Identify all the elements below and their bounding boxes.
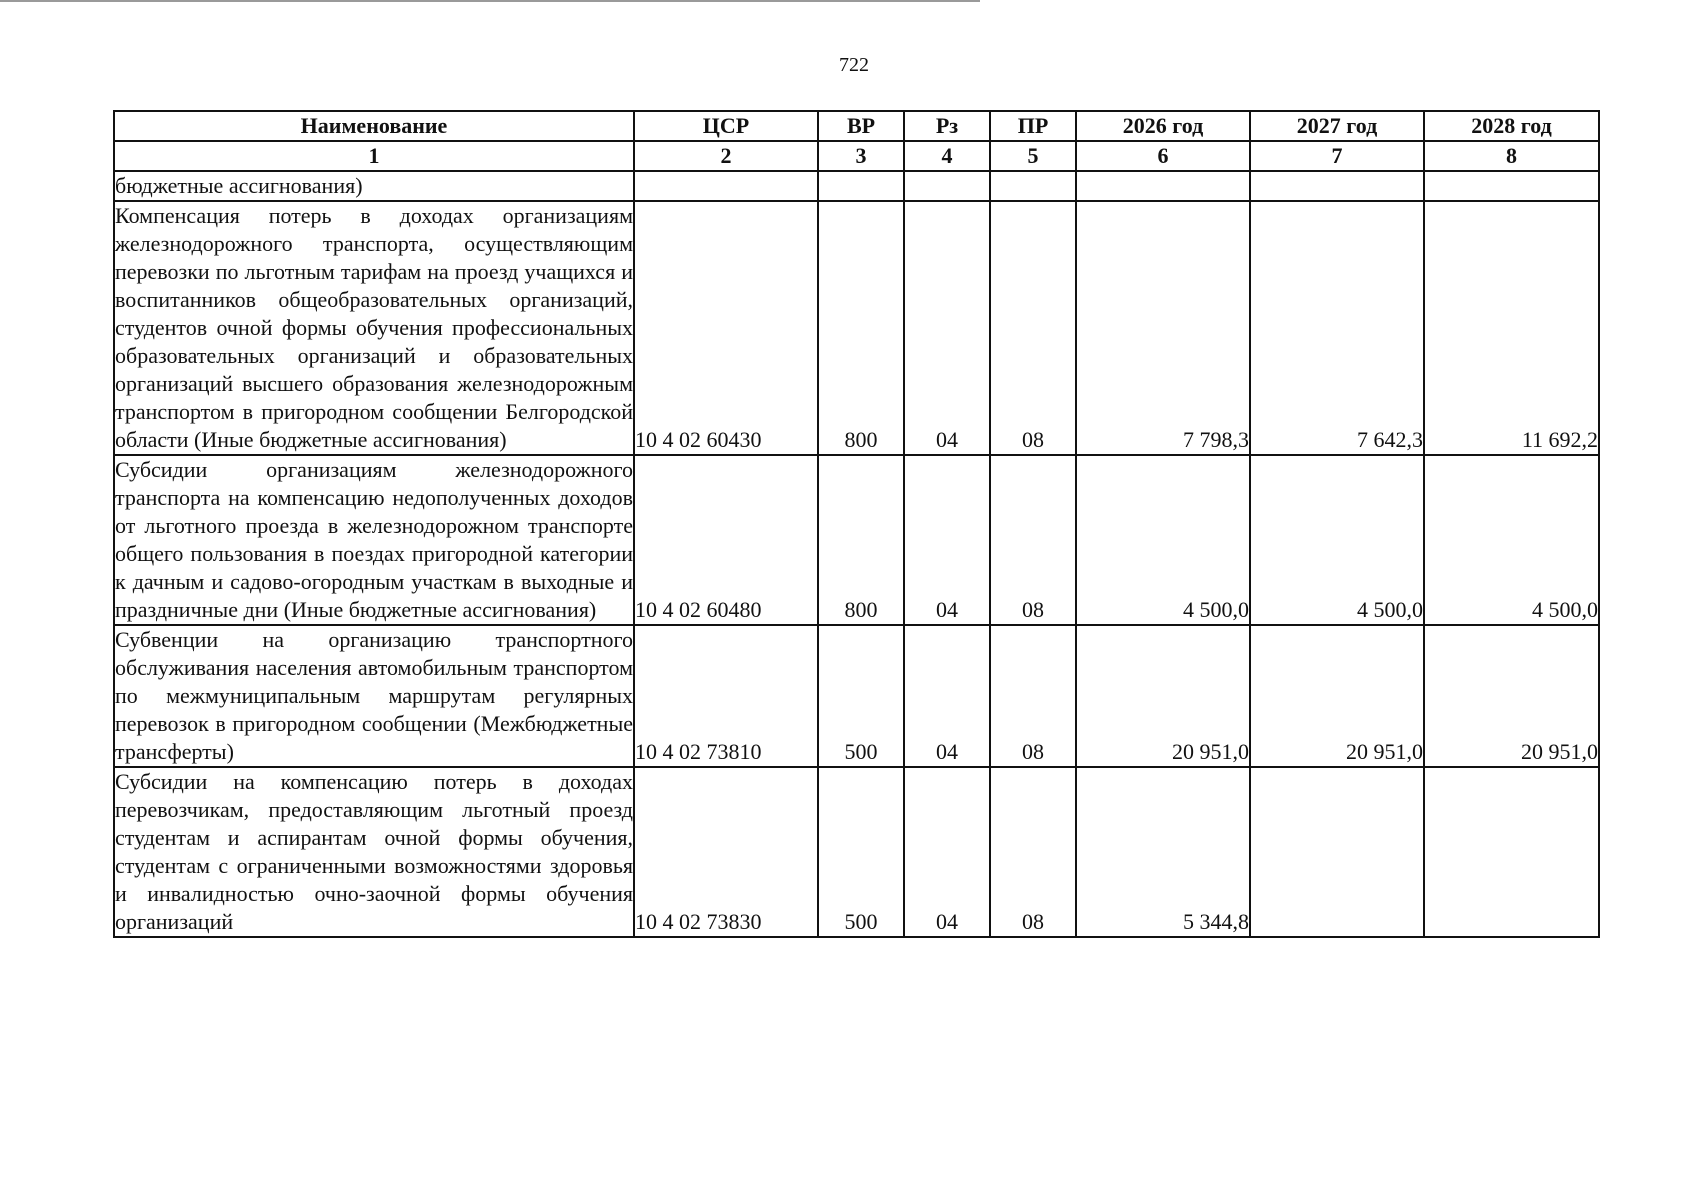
col-number: 6: [1076, 141, 1250, 171]
row-name: Субсидии на компенсацию потерь в доходах перевозчикам, предоставляющим льготный проезд студентам и аспирантам очной формы обучения, студентам с ограниченными возможностями здоровья и инвалидностью очно-заочной формы обучения организаций: [114, 767, 634, 937]
row-2026: 4 500,0: [1076, 455, 1250, 625]
column-number-row: [114, 141, 1599, 171]
row-pr: 08: [990, 767, 1076, 937]
row-rz: 04: [904, 455, 990, 625]
table-row: [114, 201, 1599, 455]
col-header-2027: 2027 год: [1250, 111, 1424, 141]
col-header-vr: ВР: [818, 111, 904, 141]
page-number: 722: [839, 54, 869, 76]
row-csr: 10 4 02 60430: [634, 201, 818, 455]
table-row: [114, 171, 1599, 201]
col-header-csr: ЦСР: [634, 111, 818, 141]
row-2027: [1250, 767, 1424, 937]
row-rz: 04: [904, 201, 990, 455]
row-csr: [634, 171, 818, 201]
col-number: 5: [990, 141, 1076, 171]
row-2026: 7 798,3: [1076, 201, 1250, 455]
row-2028: 11 692,2: [1424, 201, 1599, 455]
row-2026: [1076, 171, 1250, 201]
row-name: Субвенции на организацию транспортного обслуживания населения автомобильным транспортом по межмуниципальным маршрутам регулярных перевозок в пригородном сообщении (Межбюджетные трансферты): [114, 625, 634, 767]
row-rz: 04: [904, 767, 990, 937]
row-2026: 5 344,8: [1076, 767, 1250, 937]
col-number: 8: [1424, 141, 1599, 171]
row-2028: 4 500,0: [1424, 455, 1599, 625]
row-name: Компенсация потерь в доходах организациям железнодорожного транспорта, осуществляющим перевозки по льготным тарифам на проезд учащихся и воспитанников общеобразовательных организаций, студентов очной формы обучения профессиональных образовательных организаций и образовательных организаций высшего образования железнодорожным транспортом в пригородном сообщении Белгородской области (Иные бюджетные ассигнования): [114, 201, 634, 455]
row-2028: [1424, 171, 1599, 201]
col-header-2028: 2028 год: [1424, 111, 1599, 141]
col-header-pr: ПР: [990, 111, 1076, 141]
table-row: [114, 767, 1599, 937]
col-header-2026: 2026 год: [1076, 111, 1250, 141]
row-vr: [818, 171, 904, 201]
row-pr: [990, 171, 1076, 201]
header-row: [114, 111, 1599, 141]
row-csr: 10 4 02 73830: [634, 767, 818, 937]
col-header-rz: Рз: [904, 111, 990, 141]
col-number: 3: [818, 141, 904, 171]
row-rz: 04: [904, 625, 990, 767]
col-number: 4: [904, 141, 990, 171]
row-2026: 20 951,0: [1076, 625, 1250, 767]
row-2027: 4 500,0: [1250, 455, 1424, 625]
col-number: 2: [634, 141, 818, 171]
budget-table: [113, 110, 1600, 938]
row-vr: 800: [818, 201, 904, 455]
col-number: 7: [1250, 141, 1424, 171]
row-2027: 20 951,0: [1250, 625, 1424, 767]
row-csr: 10 4 02 73810: [634, 625, 818, 767]
row-vr: 500: [818, 767, 904, 937]
col-header-name: Наименование: [114, 111, 634, 141]
row-2027: 7 642,3: [1250, 201, 1424, 455]
table-row: [114, 625, 1599, 767]
row-2027: [1250, 171, 1424, 201]
row-2028: 20 951,0: [1424, 625, 1599, 767]
row-pr: 08: [990, 455, 1076, 625]
row-rz: [904, 171, 990, 201]
row-pr: 08: [990, 201, 1076, 455]
top-scan-rule: [0, 0, 980, 2]
col-number: 1: [114, 141, 634, 171]
row-csr: 10 4 02 60480: [634, 455, 818, 625]
row-name: Субсидии организациям железнодорожного транспорта на компенсацию недополученных доходов от льготного проезда в железнодорожном транспорте общего пользования в поездах пригородной категории к дачным и садово-огородным участкам в выходные и праздничные дни (Иные бюджетные ассигнования): [114, 455, 634, 625]
row-pr: 08: [990, 625, 1076, 767]
row-vr: 800: [818, 455, 904, 625]
row-name: бюджетные ассигнования): [114, 171, 634, 201]
table-row: [114, 455, 1599, 625]
row-2028: [1424, 767, 1599, 937]
row-vr: 500: [818, 625, 904, 767]
